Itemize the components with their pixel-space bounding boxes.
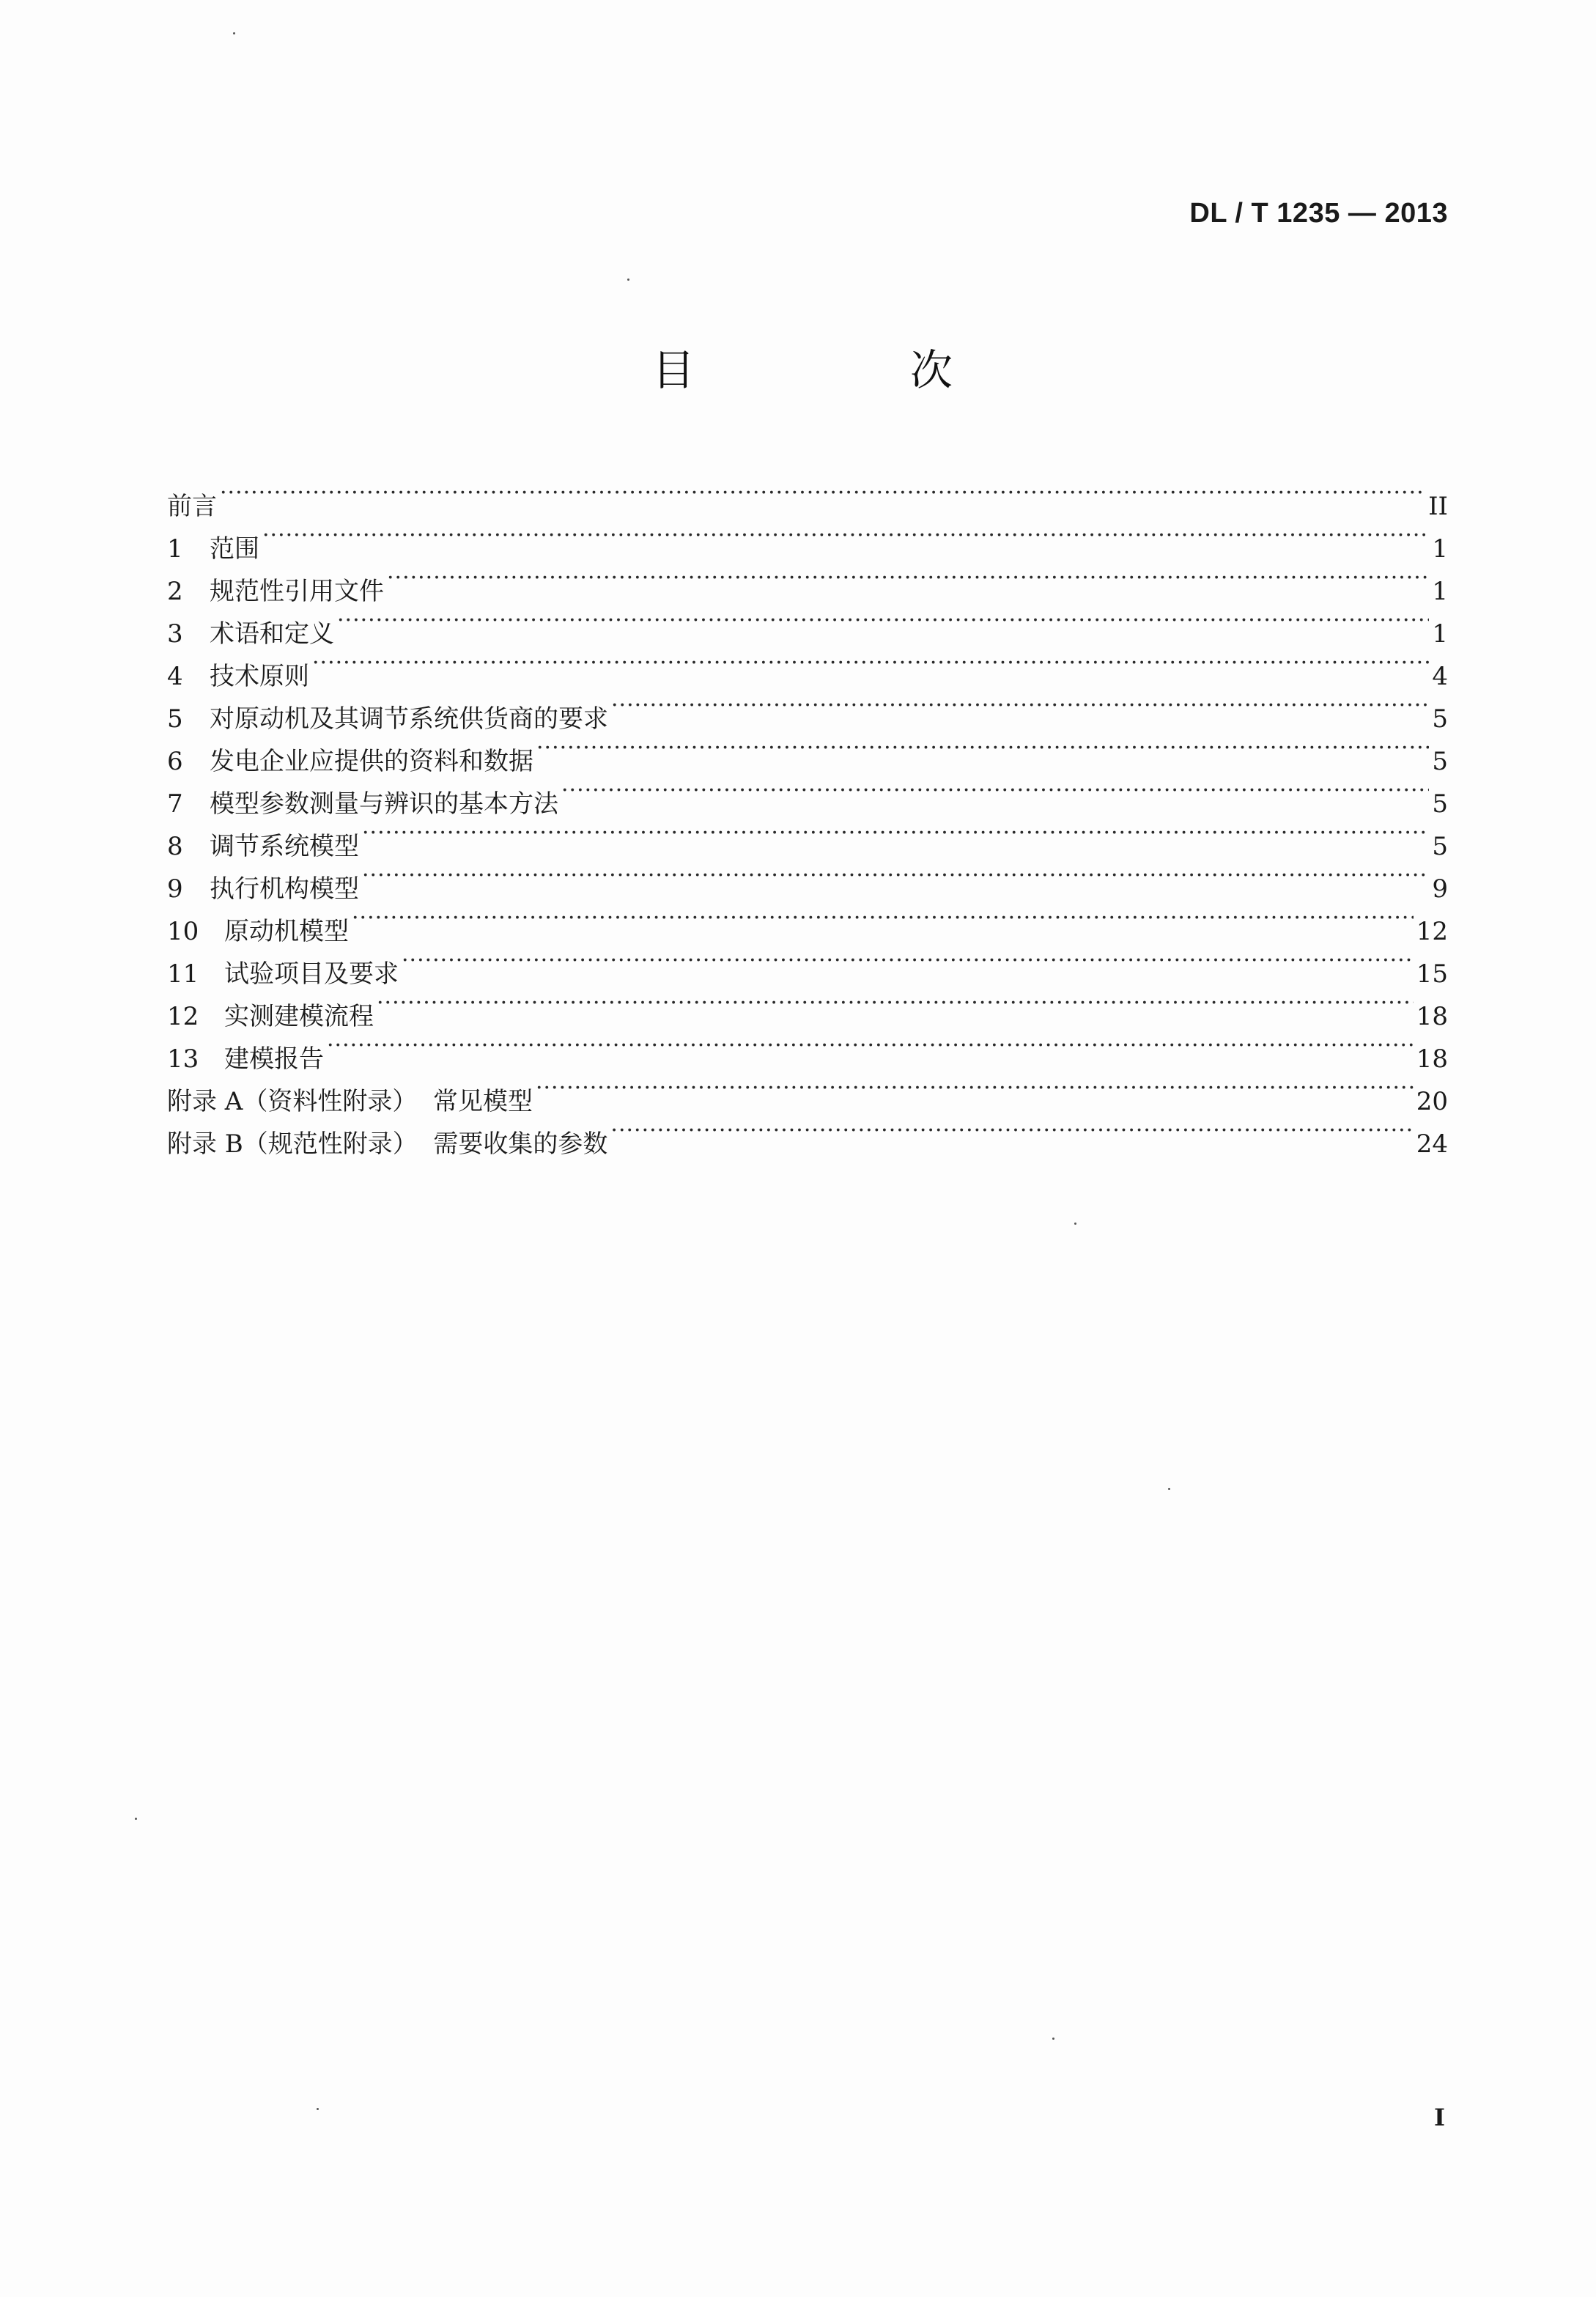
toc-entry-page: 1 [1432,577,1448,606]
toc-entry-13[interactable] [167,1025,1448,1074]
toc-entry-page: 5 [1432,704,1448,734]
toc-entry-label: 对原动机及其调节系统供货商的要求 [210,704,608,734]
toc-entry-label: 前言 [167,492,217,521]
page-title: 目 次 [651,345,1039,395]
toc-entry-number: 13 [167,1044,199,1074]
toc-entry-number: 8 [167,832,183,861]
toc-entry-number: 11 [167,959,199,989]
toc-entry-label: 调节系统模型 [210,832,359,861]
scan-speck [1074,1223,1076,1225]
toc-entry-3[interactable] [167,600,1448,649]
toc-dot-leader [362,812,1429,855]
table-of-contents [167,472,1448,1159]
toc-dot-leader [327,1025,1414,1067]
toc-entry-label: 术语和定义 [210,619,334,649]
toc-entry-1[interactable] [167,515,1448,564]
toc-dot-leader [611,685,1429,727]
toc-entry-page: 1 [1432,619,1448,649]
toc-entry-label: 建模报告 [224,1044,324,1074]
toc-entry-page: 5 [1432,789,1448,819]
toc-dot-leader [610,1110,1413,1152]
toc-dot-leader [220,472,1425,515]
toc-entry-label: 实测建模流程 [224,1002,374,1031]
toc-dot-leader [262,515,1429,557]
toc-entry-label: 原动机模型 [224,917,349,946]
toc-entry-label: 附录 A（资料性附录） 常见模型 [167,1087,533,1116]
toc-entry-label: 模型参数测量与辨识的基本方法 [210,789,558,819]
toc-entry-page: II [1428,492,1448,521]
toc-entry-number: 3 [167,619,183,649]
toc-entry-4[interactable] [167,642,1448,691]
toc-entry-2[interactable] [167,557,1448,606]
scan-speck [1168,1488,1170,1490]
toc-dot-leader [536,727,1429,770]
toc-entry-number: 12 [167,1002,199,1031]
toc-dot-leader [561,770,1429,812]
toc-entry-number: 6 [167,747,183,776]
toc-dot-leader [536,1067,1414,1110]
toc-entry-label: 附录 B（规范性附录） 需要收集的参数 [167,1129,608,1159]
toc-dot-leader [377,982,1414,1025]
toc-entry-5[interactable] [167,685,1448,734]
toc-entry-11[interactable] [167,940,1448,989]
toc-entry-page: 15 [1416,959,1448,989]
toc-entry-number: 9 [167,874,183,904]
scan-speck [317,2108,319,2110]
toc-entry-page: 5 [1432,832,1448,861]
toc-entry-page: 18 [1416,1044,1448,1074]
toc-entry-label: 范围 [210,534,259,564]
toc-entry-number: 4 [167,662,183,691]
toc-dot-leader [387,557,1429,600]
toc-entry-number: 2 [167,577,183,606]
toc-entry-page: 18 [1416,1002,1448,1031]
toc-entry-10[interactable] [167,897,1448,946]
toc-dot-leader [362,855,1429,897]
toc-entry-label: 发电企业应提供的资料和数据 [210,747,533,776]
toc-dot-leader [402,940,1414,982]
toc-entry-page: 9 [1432,874,1448,904]
toc-entry-page: 12 [1416,917,1448,946]
toc-entry-appendix-a[interactable] [167,1067,1448,1116]
toc-entry-number: 5 [167,704,183,734]
toc-entry-number: 1 [167,534,183,564]
toc-entry-page: 24 [1416,1129,1448,1159]
toc-entry-page: 20 [1416,1087,1448,1116]
toc-entry-number: 7 [167,789,183,819]
toc-entry-page: 1 [1432,534,1448,564]
page-number: I [1434,2104,1445,2131]
scan-speck [135,1818,137,1820]
toc-entry-page: 4 [1432,662,1448,691]
toc-entry-preface[interactable] [167,472,1448,521]
toc-entry-9[interactable] [167,855,1448,904]
toc-entry-number: 10 [167,917,199,946]
standard-code: DL / T 1235 — 2013 [1189,198,1448,229]
toc-entry-label: 试验项目及要求 [224,959,399,989]
toc-entry-label: 执行机构模型 [210,874,359,904]
toc-entry-label: 规范性引用文件 [210,577,384,606]
scan-speck [233,32,235,34]
scan-speck [627,279,629,281]
scan-speck [1052,2038,1054,2040]
toc-entry-label: 技术原则 [210,662,309,691]
toc-entry-page: 5 [1432,747,1448,776]
toc-dot-leader [352,897,1414,940]
toc-dot-leader [312,642,1429,685]
toc-dot-leader [337,600,1429,642]
